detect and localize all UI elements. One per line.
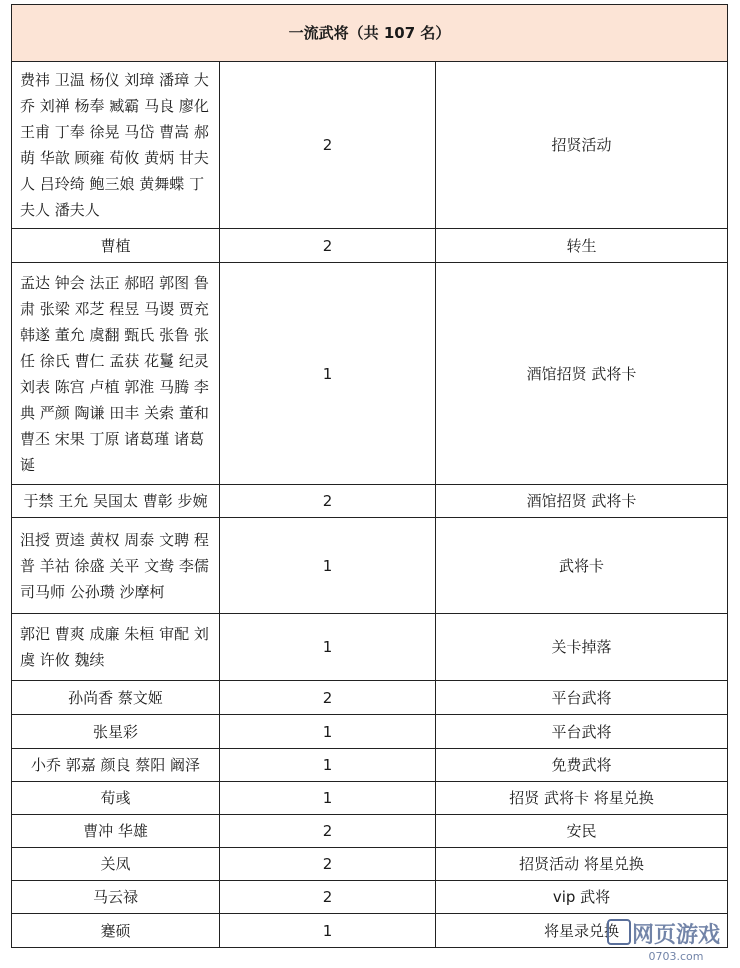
general-names-cell: 费祎 卫温 杨仪 刘璋 潘璋 大乔 刘禅 杨奉 臧霸 马良 廖化 王甫 丁奉 徐晃 马岱 曹嵩 郝萌 华歆 顾雍 荀攸 黄炳 甘夫人 吕玲绮 鲍三娘 黄舞蝶 丁夫人 潘夫人 bbox=[12, 62, 220, 229]
star-level-cell: 2 bbox=[220, 881, 436, 914]
star-level-cell: 2 bbox=[220, 815, 436, 848]
general-names-cell: 马云禄 bbox=[12, 881, 220, 914]
source-cell: 免费武将 bbox=[436, 749, 728, 782]
source-cell: 转生 bbox=[436, 229, 728, 263]
star-level-cell: 1 bbox=[220, 749, 436, 782]
general-names-cell: 荀彧 bbox=[12, 782, 220, 815]
star-level-cell: 1 bbox=[220, 782, 436, 815]
general-names-cell: 孟达 钟会 法正 郝昭 郭图 鲁肃 张梁 邓芝 程昱 马谡 贾充 韩遂 董允 虞翻 甄氏 张鲁 张任 徐氏 曹仁 孟获 花鬘 纪灵 刘表 陈宫 卢植 郭淮 马腾 李典 严颜 陶谦 田丰 关索 董和 曹丕 宋果 丁原 诸葛瑾 诸葛诞 bbox=[12, 263, 220, 485]
table-row bbox=[12, 749, 728, 782]
star-level-cell: 2 bbox=[220, 229, 436, 263]
general-names-cell: 孙尚香 蔡文姬 bbox=[12, 681, 220, 715]
source-cell: 关卡掉落 bbox=[436, 614, 728, 681]
table-row bbox=[12, 485, 728, 518]
general-names-cell: 沮授 贾逵 黄权 周泰 文聘 程普 羊祜 徐盛 关平 文鸯 李儒 司马师 公孙瓒 沙摩柯 bbox=[12, 518, 220, 614]
general-names-cell: 张星彩 bbox=[12, 715, 220, 749]
star-level-cell: 1 bbox=[220, 614, 436, 681]
star-level-cell: 2 bbox=[220, 681, 436, 715]
general-names-cell: 小乔 郭嘉 颜良 蔡阳 阚泽 bbox=[12, 749, 220, 782]
table-title: 一流武将（共 107 名） bbox=[12, 5, 728, 62]
site-watermark bbox=[606, 916, 734, 964]
table-row bbox=[12, 518, 728, 614]
star-level-cell: 2 bbox=[220, 485, 436, 518]
table-header-row bbox=[12, 5, 728, 62]
source-cell: 招贤 武将卡 将星兑换 bbox=[436, 782, 728, 815]
star-level-cell: 2 bbox=[220, 848, 436, 881]
source-cell: 武将卡 bbox=[436, 518, 728, 614]
table-row bbox=[12, 782, 728, 815]
source-cell: 平台武将 bbox=[436, 681, 728, 715]
source-cell: 招贤活动 bbox=[436, 62, 728, 229]
general-names-cell: 曹冲 华雄 bbox=[12, 815, 220, 848]
table-row bbox=[12, 881, 728, 914]
table-row bbox=[12, 263, 728, 485]
source-cell: 酒馆招贤 武将卡 bbox=[436, 485, 728, 518]
star-level-cell: 1 bbox=[220, 914, 436, 948]
star-level-cell: 2 bbox=[220, 62, 436, 229]
source-cell: vip 武将 bbox=[436, 881, 728, 914]
table-row bbox=[12, 715, 728, 749]
source-cell: 安民 bbox=[436, 815, 728, 848]
general-names-cell: 关凤 bbox=[12, 848, 220, 881]
star-level-cell: 1 bbox=[220, 715, 436, 749]
watermark-url: 0703.com bbox=[648, 950, 704, 963]
star-level-cell: 1 bbox=[220, 518, 436, 614]
generals-table bbox=[11, 4, 728, 948]
general-names-cell: 郭汜 曹爽 成廉 朱桓 审配 刘虞 许攸 魏续 bbox=[12, 614, 220, 681]
source-cell: 平台武将 bbox=[436, 715, 728, 749]
watermark-brand: 网页游戏 bbox=[631, 923, 721, 948]
table-row bbox=[12, 815, 728, 848]
table-row bbox=[12, 681, 728, 715]
source-cell: 将星录兑换 bbox=[436, 914, 728, 948]
source-cell: 酒馆招贤 武将卡 bbox=[436, 263, 728, 485]
table-row bbox=[12, 614, 728, 681]
watermark-logo-icon bbox=[608, 920, 630, 944]
table-row bbox=[12, 229, 728, 263]
general-names-cell: 曹植 bbox=[12, 229, 220, 263]
table-row bbox=[12, 848, 728, 881]
table-row bbox=[12, 62, 728, 229]
star-level-cell: 1 bbox=[220, 263, 436, 485]
general-names-cell: 蹇硕 bbox=[12, 914, 220, 948]
general-names-cell: 于禁 王允 吴国太 曹彰 步婉 bbox=[12, 485, 220, 518]
source-cell: 招贤活动 将星兑换 bbox=[436, 848, 728, 881]
